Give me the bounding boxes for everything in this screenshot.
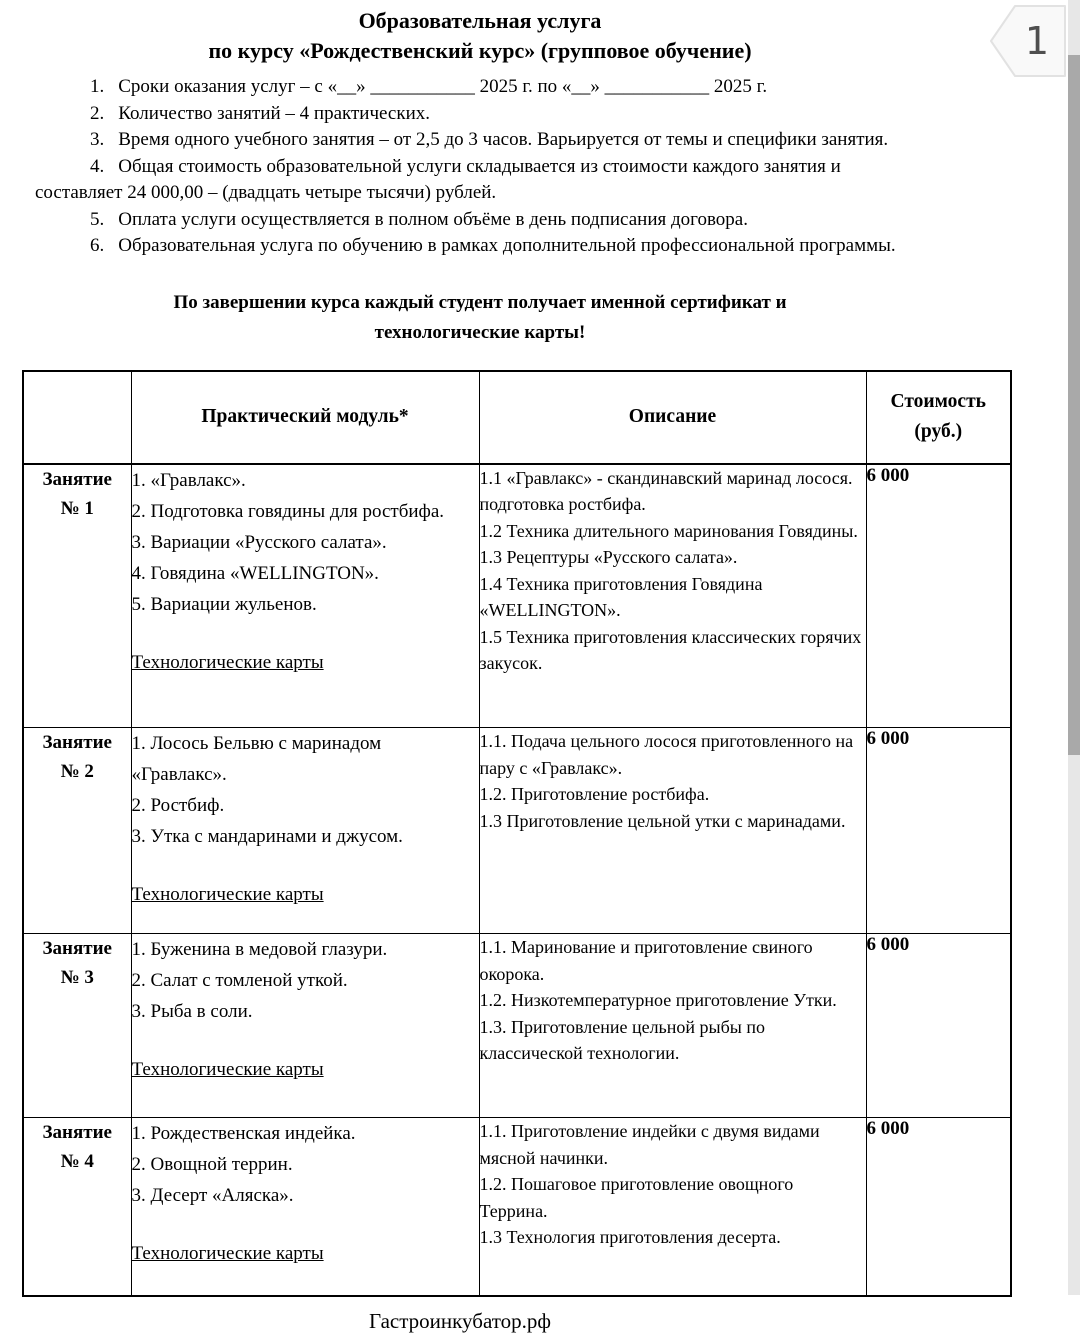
column-header-price: Стоимость (руб.): [866, 371, 1011, 464]
price-cell: 6 000: [866, 934, 1011, 1118]
table-row: [23, 464, 1011, 728]
module-cell: [131, 934, 479, 1118]
module-item: 1. «Гравлакс».: [131, 469, 246, 491]
module-cell: [131, 464, 479, 728]
note-line-2: технологические карты!: [374, 321, 586, 343]
session-number: № 4: [60, 1151, 94, 1172]
term-text: Количество занятий – 4 практических.: [118, 102, 430, 124]
tech-cards-link[interactable]: Технологические карты: [131, 1059, 324, 1080]
term-number: 2.: [90, 102, 105, 124]
module-item: 5. Вариации жульенов.: [131, 593, 317, 615]
term-text: Образовательная услуга по обучению в рамках дополнительной профессиональной программы.: [118, 235, 896, 256]
module-item: 2. Овощной террин.: [131, 1154, 293, 1175]
page-number-badge[interactable]: [988, 2, 1068, 80]
column-header-module: Практический модуль*: [131, 371, 479, 464]
description-item: 1.5 Техника приготовления классических горячих закусок.: [479, 626, 862, 673]
module-item: 4. Говядина «WELLINGTON».: [131, 562, 379, 584]
scrollbar-thumb[interactable]: [1068, 55, 1080, 755]
certificate-note: [0, 288, 960, 348]
description-cell: [479, 1118, 866, 1296]
term-item: [35, 154, 930, 207]
term-number: 4.: [90, 155, 105, 177]
session-label: Занятие: [42, 938, 112, 959]
session-cell: [23, 1118, 131, 1296]
term-item: [35, 74, 930, 101]
description-item: 1.3. Приготовление цельной рыбы по классической технологии.: [479, 1016, 766, 1063]
session-number: № 3: [60, 967, 94, 988]
tech-cards-link[interactable]: Технологические карты: [131, 651, 324, 673]
title-line-2: по курсу «Рождественский курс» (групповое обучение): [208, 38, 752, 63]
description-item: 1.1. Маринование и приготовление свиного окорока.: [479, 937, 813, 984]
course-table: [22, 370, 1012, 1297]
document-title: [0, 0, 960, 66]
description-item: 1.1 «Гравлакс» - скандинавский маринад лосося. подготовка ростбифа.: [479, 467, 853, 514]
description-item: 1.2. Пошаговое приготовление овощного Террина.: [479, 1174, 794, 1221]
module-item: 3. Утка с мандаринами и джусом.: [131, 826, 403, 847]
term-text: Время одного учебного занятия – от 2,5 до 3 часов. Варьируется от темы и специфики занятия.: [118, 129, 889, 150]
table-row: [23, 1118, 1011, 1296]
session-cell: [23, 934, 131, 1118]
terms-list: [35, 74, 930, 260]
module-item: 3. Десерт «Аляска».: [131, 1185, 294, 1206]
description-item: 1.3 Технология приготовления десерта.: [479, 1227, 781, 1247]
price-cell: 6 000: [866, 464, 1011, 728]
description-item: 1.3 Рецептуры «Русского салата».: [479, 547, 738, 567]
module-cell: [131, 1118, 479, 1296]
tech-cards-link[interactable]: Технологические карты: [131, 884, 324, 905]
description-item: 1.2. Приготовление ростбифа.: [479, 784, 710, 804]
description-cell: [479, 464, 866, 728]
session-label: Занятие: [42, 1122, 112, 1143]
term-item: [35, 101, 930, 128]
module-cell: [131, 728, 479, 934]
column-header-session: [23, 371, 131, 464]
table-row: [23, 728, 1011, 934]
term-item: [35, 207, 930, 234]
table-row: [23, 934, 1011, 1118]
module-item: 2. Ростбиф.: [131, 795, 225, 816]
description-item: 1.2. Низкотемпературное приготовление Утки.: [479, 990, 837, 1010]
term-item: [35, 127, 930, 154]
tech-cards-link[interactable]: Технологические карты: [131, 1243, 324, 1264]
module-item: 1. Буженина в медовой глазури.: [131, 939, 388, 960]
note-line-1: По завершении курса каждый студент получает именной сертификат и: [173, 291, 787, 313]
table-header-row: [23, 371, 1011, 464]
description-item: 1.2 Техника длительного маринования Говядины.: [479, 520, 858, 541]
scrollbar[interactable]: [1068, 0, 1080, 1295]
term-text: Общая стоимость образовательной услуги складывается из стоимости каждого занятия и составляет 24 000,00 – (двадцать четыре тысячи) рублей.: [35, 155, 841, 203]
module-item: 2. Салат с томленой уткой.: [131, 970, 348, 991]
term-number: 3.: [90, 129, 105, 150]
module-item: 1. Лосось Бельвю с маринадом «Гравлакс».: [131, 733, 382, 785]
session-label: Занятие: [42, 468, 112, 490]
term-text: Сроки оказания услуг – с «__» ___________ 2025 г. по «__» ___________ 2025 г.: [118, 76, 768, 97]
description-item: 1.1. Подача цельного лосося приготовленного на пару с «Гравлакс».: [479, 731, 854, 778]
price-cell: 6 000: [866, 1118, 1011, 1296]
footer-site-name: Гастроинкубатор.рф: [368, 1308, 552, 1333]
term-number: 5.: [90, 208, 105, 230]
session-number: № 1: [60, 497, 94, 519]
session-cell: [23, 728, 131, 934]
column-header-description: Описание: [479, 371, 866, 464]
term-text: Оплата услуги осуществляется в полном объёме в день подписания договора.: [118, 208, 748, 230]
module-item: 3. Рыба в соли.: [131, 1001, 253, 1022]
session-number: № 2: [60, 761, 94, 782]
description-item: 1.3 Приготовление цельной утки с маринадами.: [479, 810, 846, 831]
description-item: 1.1. Приготовление индейки с двумя видами мясной начинки.: [479, 1121, 820, 1168]
description-item: 1.4 Техника приготовления Говядина «WELLINGTON».: [479, 573, 763, 620]
session-label: Занятие: [42, 732, 112, 753]
title-line-1: Образовательная услуга: [358, 8, 602, 33]
description-cell: [479, 934, 866, 1118]
price-cell: 6 000: [866, 728, 1011, 934]
module-item: 1. Рождественская индейка.: [131, 1123, 356, 1144]
module-item: 3. Вариации «Русского салата».: [131, 531, 387, 553]
description-cell: [479, 728, 866, 934]
term-number: 6.: [90, 235, 105, 256]
module-item: 2. Подготовка говядины для ростбифа.: [131, 500, 445, 522]
term-number: 1.: [90, 76, 105, 97]
term-item: [35, 233, 930, 260]
page-number: 1: [1024, 19, 1050, 63]
session-cell: [23, 464, 131, 728]
